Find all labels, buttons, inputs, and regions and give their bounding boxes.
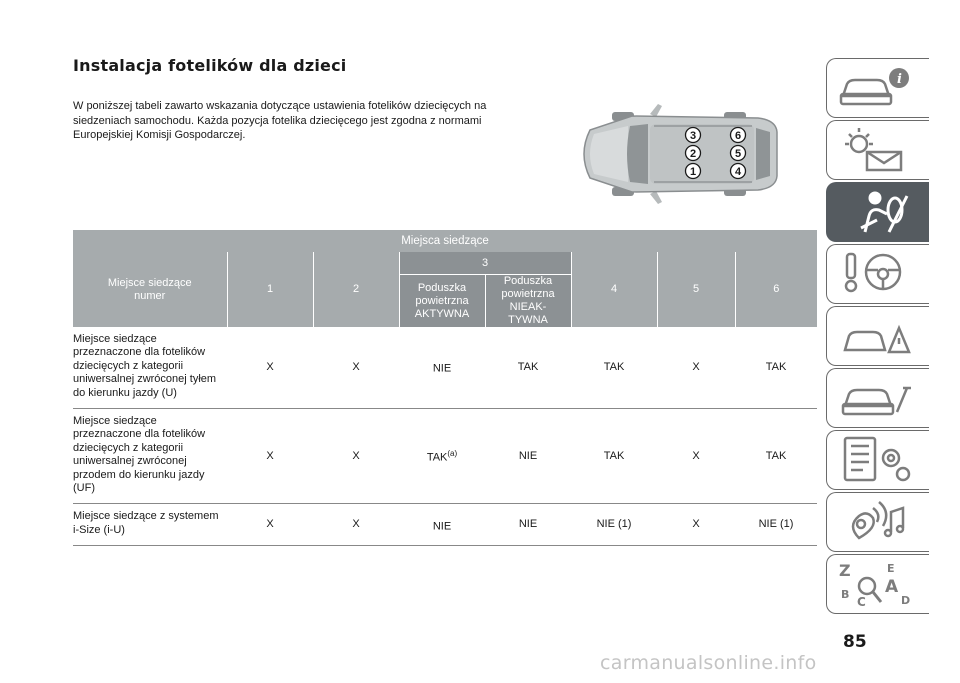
steering-wheel-icon (837, 250, 917, 298)
seat-number-1: 1 (689, 166, 697, 178)
car-info-icon (837, 64, 917, 112)
cell: X (227, 409, 313, 504)
group-header: Miejsca siedzące (73, 230, 817, 252)
svg-text:A: A (885, 577, 899, 597)
cell: NIE (1) (735, 504, 817, 546)
cell: TAK$^{(a)}$ (399, 409, 485, 504)
car-breakdown-icon (837, 312, 917, 360)
svg-text:C: C (857, 595, 866, 608)
airbag-seat-icon (837, 188, 917, 236)
tab-car-info[interactable] (826, 58, 929, 118)
cell: X (313, 409, 399, 504)
cell: TAK (735, 409, 817, 504)
tab-emergency[interactable] (826, 306, 929, 366)
row-label: Miejsce siedzące z systemem i-Size (i-U) (73, 504, 227, 546)
col-header-4: 4 (571, 252, 657, 327)
cell: NIE (485, 409, 571, 504)
cell: X (657, 504, 735, 546)
col-header-2: 2 (313, 252, 399, 327)
table-row (73, 504, 817, 546)
cell: TAK (571, 327, 657, 409)
car-maintenance-icon (837, 374, 917, 422)
tab-warning-lights[interactable] (826, 120, 929, 180)
child-seat-table (73, 230, 817, 546)
watermark: carmanualsonline.info (600, 652, 817, 674)
cell: X (227, 504, 313, 546)
tab-index[interactable] (826, 554, 929, 614)
svg-text:D: D (901, 594, 911, 607)
tab-maintenance[interactable] (826, 368, 929, 428)
subheader-airbag-active: Poduszka powietrzna AKTYWNA (399, 275, 485, 328)
col-header-1: 1 (227, 252, 313, 327)
col-header-5: 5 (657, 252, 735, 327)
chapter-tabs (826, 58, 930, 614)
cell: X (657, 327, 735, 409)
multimedia-icon (837, 498, 917, 546)
svg-text:Z: Z (839, 561, 851, 580)
seat-number-6: 6 (734, 130, 742, 142)
tab-technical-data[interactable] (826, 430, 929, 490)
cell: X (313, 327, 399, 409)
tab-multimedia[interactable] (826, 492, 929, 552)
table-row (73, 409, 817, 504)
seat-number-4: 4 (734, 166, 742, 178)
tab-safety[interactable] (826, 182, 929, 242)
row-label: Miejsce siedzące przeznaczone dla fotelików dziecięcych z kategorii uniwersalnej zwróconej tyłem do kierunku jazdy (U) (73, 327, 227, 409)
row-label: Miejsce siedzące przeznaczone dla fotelików dziecięcych z kategorii uniwersalnej zwróconej przodem do kierunku jazdy (UF) (73, 409, 227, 504)
warning-light-icon (837, 126, 917, 174)
tab-driving[interactable] (826, 244, 929, 304)
subheader-airbag-inactive: Poduszka powietrzna NIEAK-TYWNA (485, 275, 571, 328)
seat-number-5: 5 (734, 148, 742, 160)
page-title: Instalacja fotelików dla dzieci (73, 56, 347, 75)
intro-text: W poniższej tabeli zawarto wskazania dotyczące ustawienia fotelików dziecięcych na siedzeniach samochodu. Każda pozycja fotelika dziecięcego jest zgodna z normami Europejskiej Komisji Gospodarczej. (73, 100, 487, 142)
col-header-6: 6 (735, 252, 817, 327)
page-number: 85 (843, 632, 867, 652)
cell: TAK (571, 409, 657, 504)
cell: NIE (485, 504, 571, 546)
seat-number-2: 2 (689, 148, 697, 160)
cell: TAK (485, 327, 571, 409)
cell: NIE (399, 504, 485, 546)
svg-text:i: i (897, 72, 902, 87)
cell: TAK (735, 327, 817, 409)
cell: NIE (1) (571, 504, 657, 546)
svg-text:B: B (841, 588, 850, 601)
cell: NIE (399, 327, 485, 409)
cell: X (657, 409, 735, 504)
row-header: Miejsce siedzące numer (73, 252, 227, 327)
svg-text:E: E (887, 562, 895, 575)
index-icon (837, 560, 917, 608)
car-seat-diagram (572, 104, 780, 204)
seat-number-3: 3 (689, 130, 697, 142)
technical-data-icon (837, 436, 917, 484)
cell: X (227, 327, 313, 409)
table-row (73, 327, 817, 409)
cell: X (313, 504, 399, 546)
col-header-3: 3 (399, 252, 571, 275)
